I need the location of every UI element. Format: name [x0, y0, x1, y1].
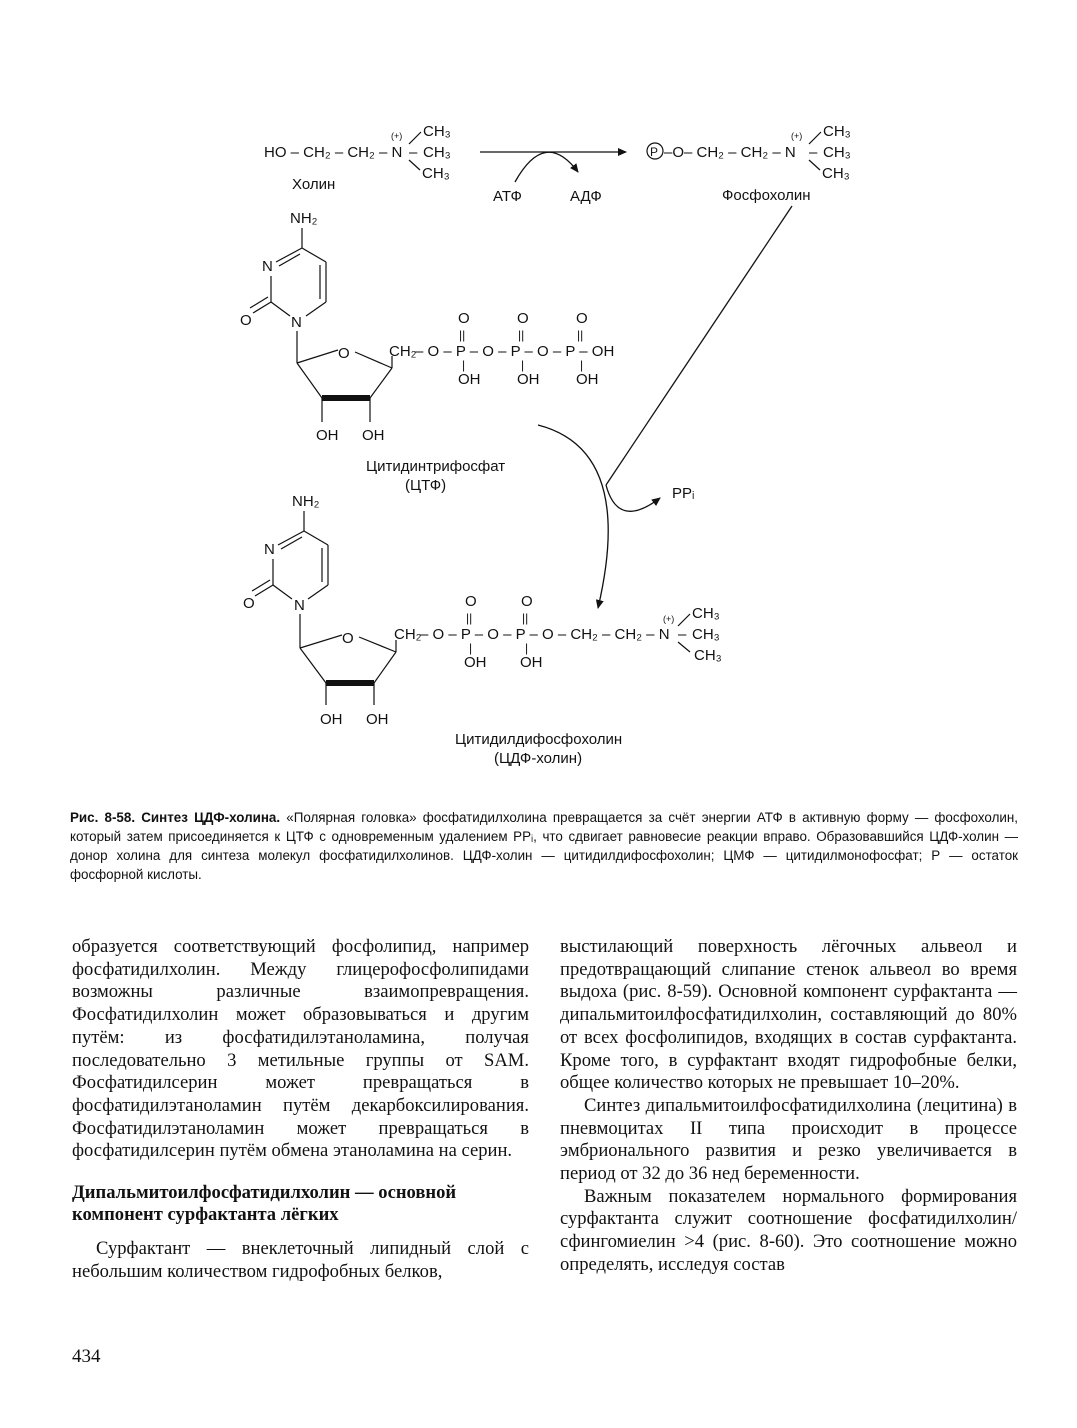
phosphocholine-charge: (+): [791, 131, 803, 141]
phosphocholine-methyl-bottom: CH₃: [822, 165, 850, 182]
cdp-nh2: NH₂: [292, 493, 320, 510]
cdp-ring-n3: N: [264, 541, 275, 558]
cdp-ring-carbonyl-o: O: [243, 595, 255, 612]
left-column: [72, 936, 529, 1283]
right-paragraph-1: выстилающий поверхность лёгочных альвеол и предотвращающий слипание стенок альвеол во время выдоха (рис. 8-59). Основной компонент сурфактанта — дипальмитоилфосфатидилхолин, составляющий до 80% от всех фосфолипидов, входящих в состав сурфактанта. Кроме того, в сурфактант входят гидрофобные белки, общее количество которых не превышает 10–20%.: [560, 936, 1017, 1094]
ctp-phosphate-chain: – O – P – O – P – O – P – OH: [415, 343, 615, 360]
cdp-choline-charge: (+): [663, 614, 675, 624]
ctp-p1-single-bond: |: [462, 358, 466, 372]
choline-dash-mid: –: [409, 144, 418, 161]
ctp-p1-double-bond: ||: [459, 328, 466, 342]
phosphocholine-structure: [647, 123, 851, 204]
ctp-ribose-o: O: [338, 345, 350, 362]
left-paragraph-1: образуется соответствующий фосфолипид, например фосфатидилхолин. Между глицерофосфолипидами возможны различные взаимопревращения. Фосфатидилхолин может образовываться и другим путём: из фосфатидилэтаноламина, получая последовательно 3 метильные группы от SAM. Фосфатидилсерин может превращаться в фосфатидилэтаноламин путём декарбоксилирования. Фосфатидилэтаноламин может превращаться в фосфатидилсерин путём обмена этаноламина на серин.: [72, 936, 529, 1162]
cdp-choline-name: Цитидилдифосфохолин: [455, 731, 623, 748]
atp-label: АТФ: [493, 188, 522, 205]
page-number: 434: [72, 1346, 101, 1367]
cdp-p1-double-bond: ||: [466, 611, 473, 625]
choline-methyl-bottom: CH₃: [422, 165, 450, 182]
choline-structure: [264, 123, 451, 193]
choline-formula: HO – CH₂ – CH₂ – N: [264, 144, 403, 161]
ctp-p2-single-bond: |: [521, 358, 525, 372]
caption-text: «Полярная головка» фосфатидилхолина превращается за счёт энергии АТФ в активную форму — фосфохолин, который затем присоединяется к ЦТФ с одновременным удалением PPᵢ, что сдвигает равновесие реакции вправо. Образовавшийся ЦДФ-холин — донор холина для синтеза молекул фосфатидилхолинов. ЦДФ-холин — цитидилдифосфохолин; ЦМФ — цитидилмонофосфат; Р — остаток фосфорной кислоты.: [70, 810, 1018, 882]
cdp-phosphate-chain: – O – P – O – P – O – CH₂ – CH₂ – N: [420, 626, 670, 643]
ctp-p3-double-bond: ||: [577, 328, 584, 342]
ctp-p3-oh: OH: [576, 371, 599, 388]
right-paragraph-3: Важным показателем нормального формирования сурфактанта служит соотношение фосфатидилхолин/сфингомиелин >4 (рис. 8-60). Это соотношение можно определять, исследуя состав: [560, 1185, 1017, 1275]
right-paragraph-2: Синтез дипальмитоилфосфатидилхолина (лецитина) в пневмоцитах II типа происходит в процессе эмбрионального развития и резко увеличивается в период от 32 до 36 нед беременности.: [560, 1094, 1017, 1185]
ctp-ch2: CH₂: [389, 343, 417, 360]
cdp-choline-structure: [243, 493, 722, 767]
cdp-ribose-o: O: [342, 630, 354, 647]
right-column: [560, 936, 1017, 1277]
cdp-ring-n1: N: [294, 597, 305, 614]
cdp-p1-single-bond: |: [469, 641, 473, 655]
choline-charge: (+): [391, 131, 403, 141]
choline-label: Холин: [292, 176, 336, 193]
cdp-methyl-bottom: CH₃: [694, 647, 722, 664]
cdp-choline-abbreviation: (ЦДФ-холин): [494, 750, 583, 767]
cdp-dash-mid: –: [678, 626, 687, 643]
coupling-arrows: [538, 206, 792, 608]
cdp-p1-double-o: O: [465, 593, 477, 610]
ctp-p2-double-bond: ||: [518, 328, 525, 342]
ctp-ring-n3: N: [262, 258, 273, 275]
cdp-methyl-top: CH₃: [692, 605, 720, 622]
ctp-p3-double-o: O: [576, 310, 588, 327]
cdp-p2-double-bond: ||: [522, 611, 529, 625]
cdp-2-oh: OH: [320, 711, 343, 728]
cdp-p2-oh: OH: [520, 654, 543, 671]
ctp-p2-double-o: O: [517, 310, 529, 327]
reaction-arrow-atp: [480, 152, 626, 205]
cdp-ch2: CH₂: [394, 626, 422, 643]
cdp-p2-double-o: O: [521, 593, 533, 610]
adp-label: АДФ: [570, 188, 602, 205]
ctp-2-oh: OH: [316, 427, 339, 444]
ctp-abbreviation: (ЦТФ): [405, 477, 447, 494]
ctp-p1-oh: OH: [458, 371, 481, 388]
phosphocholine-methyl-top: CH₃: [823, 123, 851, 140]
cdp-p2-single-bond: |: [525, 641, 529, 655]
ctp-p1-double-o: O: [458, 310, 470, 327]
phosphocholine-formula: –O– CH₂ – CH₂ – N: [664, 144, 796, 161]
phosphocholine-dash-mid: –: [809, 144, 818, 161]
ctp-ring-n1: N: [291, 314, 302, 331]
choline-methyl-top: CH₃: [423, 123, 451, 140]
ctp-3-oh: OH: [362, 427, 385, 444]
left-paragraph-2: Сурфактант — внеклеточный липидный слой с небольшим количеством гидрофобных белков,: [72, 1238, 529, 1282]
cdp-p1-oh: OH: [464, 654, 487, 671]
phosphate-circle-symbol: P: [650, 145, 659, 159]
ctp-nh2: NH₂: [290, 210, 318, 227]
ctp-ring-carbonyl-o: O: [240, 312, 252, 329]
phosphocholine-methyl-mid: CH₃: [823, 144, 851, 161]
figure-caption: [70, 808, 1018, 884]
ctp-structure: [240, 210, 614, 494]
phosphocholine-label: Фосфохолин: [722, 187, 811, 204]
caption-label: Рис. 8-58. Синтез ЦДФ-холина.: [70, 810, 281, 825]
choline-methyl-mid: CH₃: [423, 144, 451, 161]
cdp-methyl-mid: CH₃: [692, 626, 720, 643]
ctp-p2-oh: OH: [517, 371, 540, 388]
cdp-3-oh: OH: [366, 711, 389, 728]
ppi-label: PPᵢ: [672, 485, 695, 502]
ctp-p3-single-bond: |: [580, 358, 584, 372]
section-heading: Дипальмитоилфосфатидилхолин — основной компонент сурфактанта лёгких: [72, 1182, 457, 1226]
ctp-name: Цитидинтрифосфат: [366, 458, 506, 475]
